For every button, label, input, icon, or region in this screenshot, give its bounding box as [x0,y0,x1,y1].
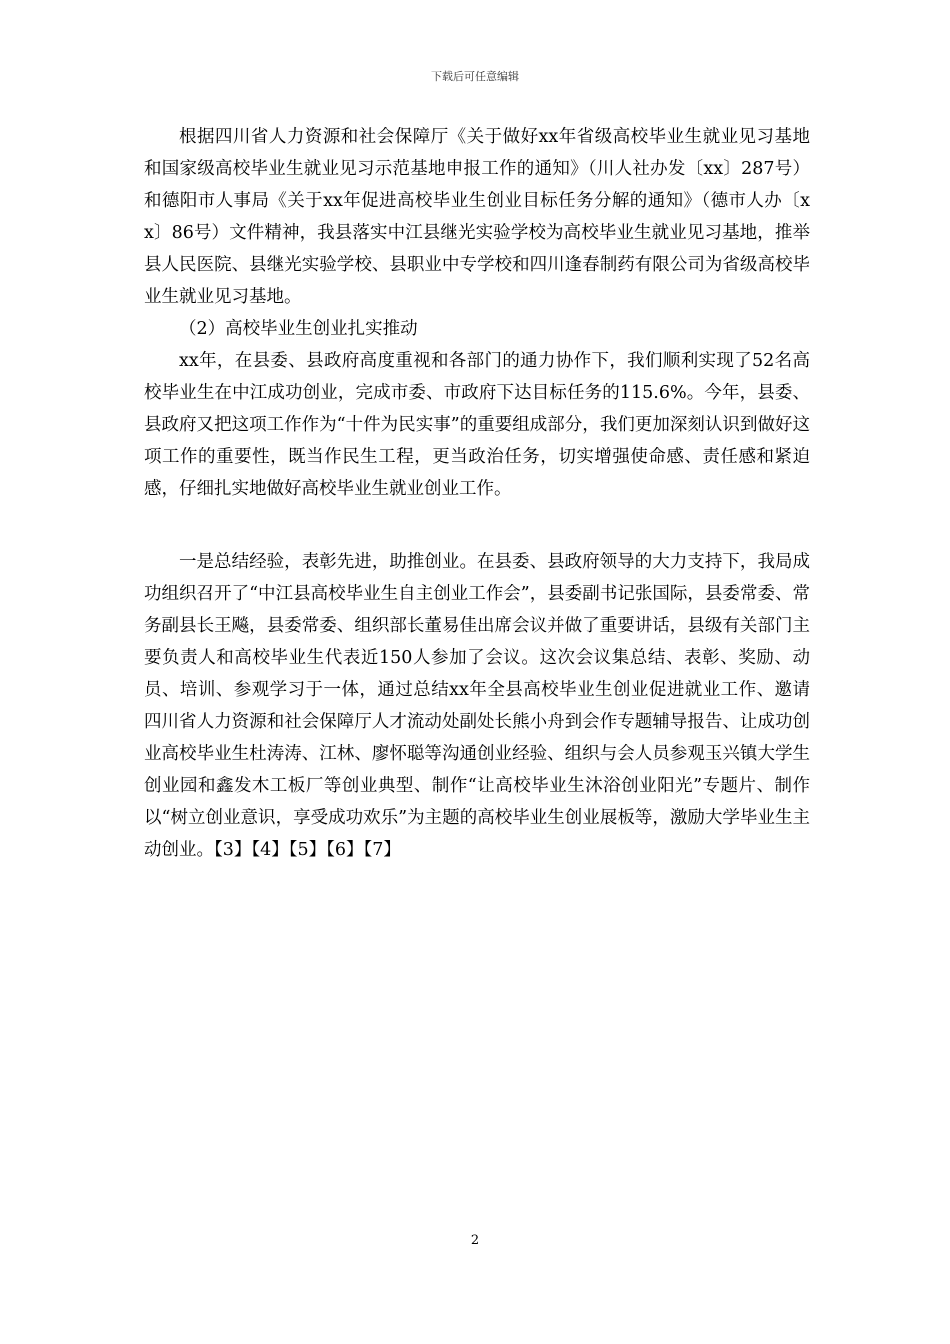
document-body [144,121,810,866]
paragraph-entrepreneurship-results: xx年，在县委、县政府高度重视和各部门的通力协作下，我们顺利实现了52名高校毕业生在中江成功创业，完成市委、市政府下达目标任务的115.6%。今年，县委、县政府又把这项工作作为“十件为民实事”的重要组成部分，我们更加深刻认识到做好这项工作的重要性，既当作民生工程，更当政治任务，切实增强使命感、责任感和紧迫感，仔细扎实地做好高校毕业生就业创业工作。 [144,351,810,499]
page-header: 下载后可任意编辑 [431,70,519,83]
page-number: 2 [470,1233,480,1248]
paragraph-internship-bases: 根据四川省人力资源和社会保障厅《关于做好xx年省级高校毕业生就业见习基地和国家级高校毕业生就业见习示范基地申报工作的通知》（川人社办发〔xx〕287号）和德阳市人事局《关于xx年促进高校毕业生创业目标任务分解的通知》（德市人办〔xx〕86号）文件精神，我县落实中江县继光实验学校为高校毕业生就业见习基地，推举县人民医院、县继光实验学校、县职业中专学校和四川逢春制药有限公司为省级高校毕业生就业见习基地。 [144,127,810,307]
paragraph-experience-summary: 一是总结经验，表彰先进，助推创业。在县委、县政府领导的大力支持下，我局成功组织召开了“中江县高校毕业生自主创业工作会”，县委副书记张国际，县委常委、常务副县长王飚，县委常委、组织部长董易佳出席会议并做了重要讲话，县级有关部门主要负责人和高校毕业生代表近150人参加了会议。这次会议集总结、表彰、奖励、动员、培训、参观学习于一体，通过总结xx年全县高校毕业生创业促进就业工作、邀请四川省人力资源和社会保障厅人才流动处副处长熊小舟到会作专题辅导报告、让成功创业高校毕业生杜涛涛、江林、廖怀聪等沟通创业经验、组织与会人员参观玉兴镇大学生创业园和鑫发木工板厂等创业典型、制作“让高校毕业生沐浴创业阳光”专题片、制作以“树立创业意识，享受成功欢乐”为主题的高校毕业生创业展板等，激励大学毕业生主动创业。【3】【4】【5】【6】【7】 [144,552,810,860]
section-heading-entrepreneurship: （2）高校毕业生创业扎实推动 [179,319,418,339]
paragraph-spacer [144,505,810,546]
